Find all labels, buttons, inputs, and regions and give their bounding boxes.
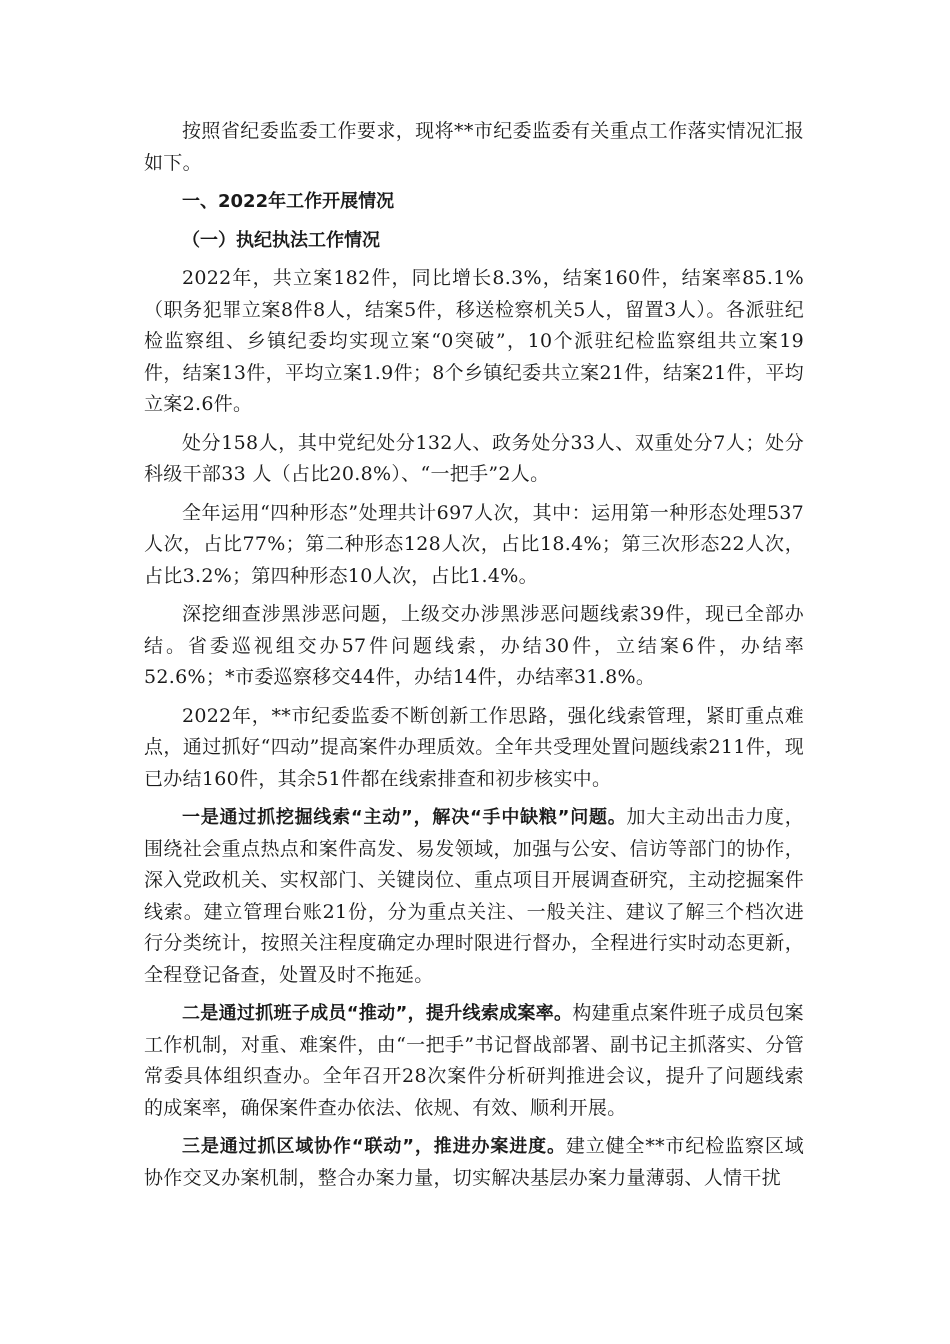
measure-one-body: 加大主动出击力度，围绕社会重点热点和案件高发、易发领域，加强与公安、信访等部门的协作，深入党政机关、实权部门、关键岗位、重点项目开展调查研究，主动挖掘案件线索。建立管理台账21份，分为重点关注、一般关注、建议了解三个档次进行分类统计，按照关注程度确定办理时限进行督办，全程进行实时动态更新，全程登记备查，处置及时不拖延。 — [144, 806, 804, 986]
measure-two-body: 构建重点案件班子成员包案工作机制，对重、难案件，由“一把手”书记督战部署、副书记主抓落实、分管常委具体组织查办。全年召开28次案件分析研判推进会议，提升了问题线索的成案率，确保案件查办依法、依规、有效、顺利开展。 — [144, 1002, 804, 1119]
measure-three-lead: 三是通过抓区域协作“联动”，推进办案进度。 — [182, 1136, 566, 1157]
four-forms-paragraph: 全年运用“四种形态”处理共计697人次，其中：运用第一种形态处理537人次，占比77%；第二种形态128人次，占比18.4%；第三次形态22人次，占比3.2%；第四种形态10人次，占比1.4%。 — [144, 501, 804, 587]
measure-two-paragraph — [144, 998, 804, 1124]
measure-three-paragraph — [144, 1131, 804, 1194]
measure-two-lead: 二是通过抓班子成员“推动”，提升线索成案率。 — [182, 1003, 573, 1024]
innovation-paragraph: 2022年，**市纪委监委不断创新工作思路，强化线索管理，紧盯重点难点，通过抓好“四动”提高案件办理质效。全年共受理处置问题线索211件，现已办结160件，其余51件都在线索排查和初步核实中。 — [144, 704, 804, 790]
case-stats-paragraph: 2022年，共立案182件，同比增长8.3%，结案160件，结案率85.1%（职务犯罪立案8件8人，结案5件，移送检察机关5人，留置3人）。各派驻纪检监察组、乡镇纪委均实现立案“0突破”，10个派驻纪检监察组共立案19件，结案13件，平均立案1.9件；8个乡镇纪委共立案21件，结案21件，平均立案2.6件。 — [144, 267, 804, 415]
measure-one-lead: 一是通过抓挖掘线索“主动”，解决“手中缺粮”问题。 — [182, 807, 627, 828]
document-body — [144, 116, 804, 1201]
measure-one-paragraph — [144, 802, 804, 991]
punishment-paragraph: 处分158人，其中党纪处分132人、政务处分33人、双重处分7人；处分科级干部33 人（占比20.8%）、“一把手”2人。 — [144, 431, 804, 485]
measure-three-body: 建立健全**市纪检监察区域协作交叉办案机制，整合办案力量，切实解决基层办案力量薄弱、人情干扰 — [144, 1135, 804, 1189]
subsection-heading: （一）执纪执法工作情况 — [182, 229, 380, 251]
gang-crime-paragraph: 深挖细查涉黑涉恶问题，上级交办涉黑涉恶问题线索39件，现已全部办结。省委巡视组交办57件问题线索，办结30件，立结案6件，办结率52.6%；*市委巡察移交44件，办结14件，办结率31.8%。 — [144, 603, 804, 688]
intro-paragraph: 按照省纪委监委工作要求，现将**市纪委监委有关重点工作落实情况汇报如下。 — [144, 120, 804, 174]
section-heading: 一、2022年工作开展情况 — [182, 191, 395, 212]
